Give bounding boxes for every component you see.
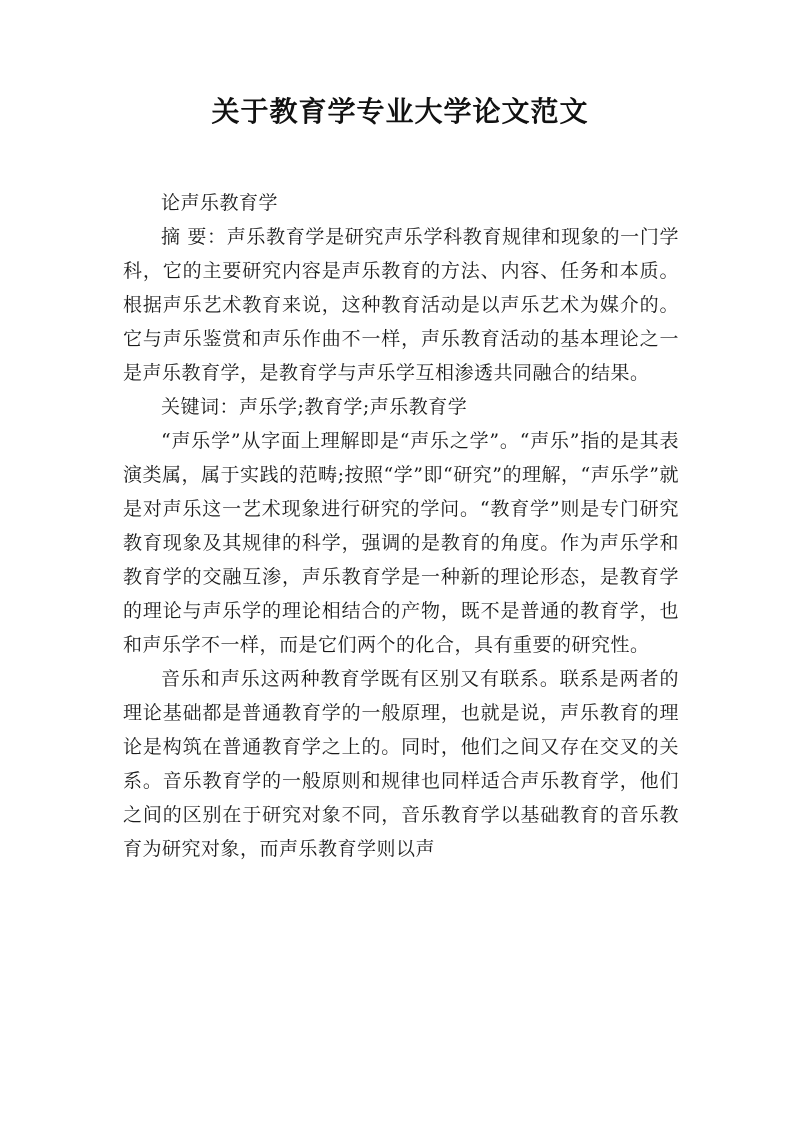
document-body xyxy=(123,186,679,866)
keywords-paragraph: 关键词：声乐学;教育学;声乐教育学 xyxy=(161,396,468,418)
abstract-paragraph: 摘 要：声乐教育学是研究声乐学科教育规律和现象的一门学科，它的主要研究内容是声乐教育的方法、内容、任务和本质。根据声乐艺术教育来说，这种教育活动是以声乐艺术为媒介的。它与声乐鉴赏和声乐作曲不一样，声乐教育活动的基本理论之一是声乐教育学，是教育学与声乐学互相渗透共同融合的结果。 xyxy=(123,226,679,384)
document-title: 关于教育学专业大学论文范文 xyxy=(211,95,589,128)
body-paragraph: “声乐学”从字面上理解即是“声乐之学”。“声乐”指的是其表演类属，属于实践的范畴;按照“学”即“研究”的理解，“声乐学”就是对声乐这一艺术现象进行研究的学问。“教育学”则是专门研究教育现象及其规律的科学，强调的是教育的角度。作为声乐学和教育学的交融互渗，声乐教育学是一种新的理论形态，是教育学的理论与声乐学的理论相结合的产物，既不是普通的教育学，也和声乐学不一样，而是它们两个的化合，具有重要的研究性。 xyxy=(123,430,679,656)
body-paragraph: 音乐和声乐这两种教育学既有区别又有联系。联系是两者的理论基础都是普通教育学的一般原理，也就是说，声乐教育的理论是构筑在普通教育学之上的。同时，他们之间又存在交叉的关系。音乐教育学的一般原则和规律也同样适合声乐教育学，他们之间的区别在于研究对象不同，音乐教育学以基础教育的音乐教育为研究对象，而声乐教育学则以声 xyxy=(123,668,679,860)
article-subtitle: 论声乐教育学 xyxy=(161,192,279,214)
